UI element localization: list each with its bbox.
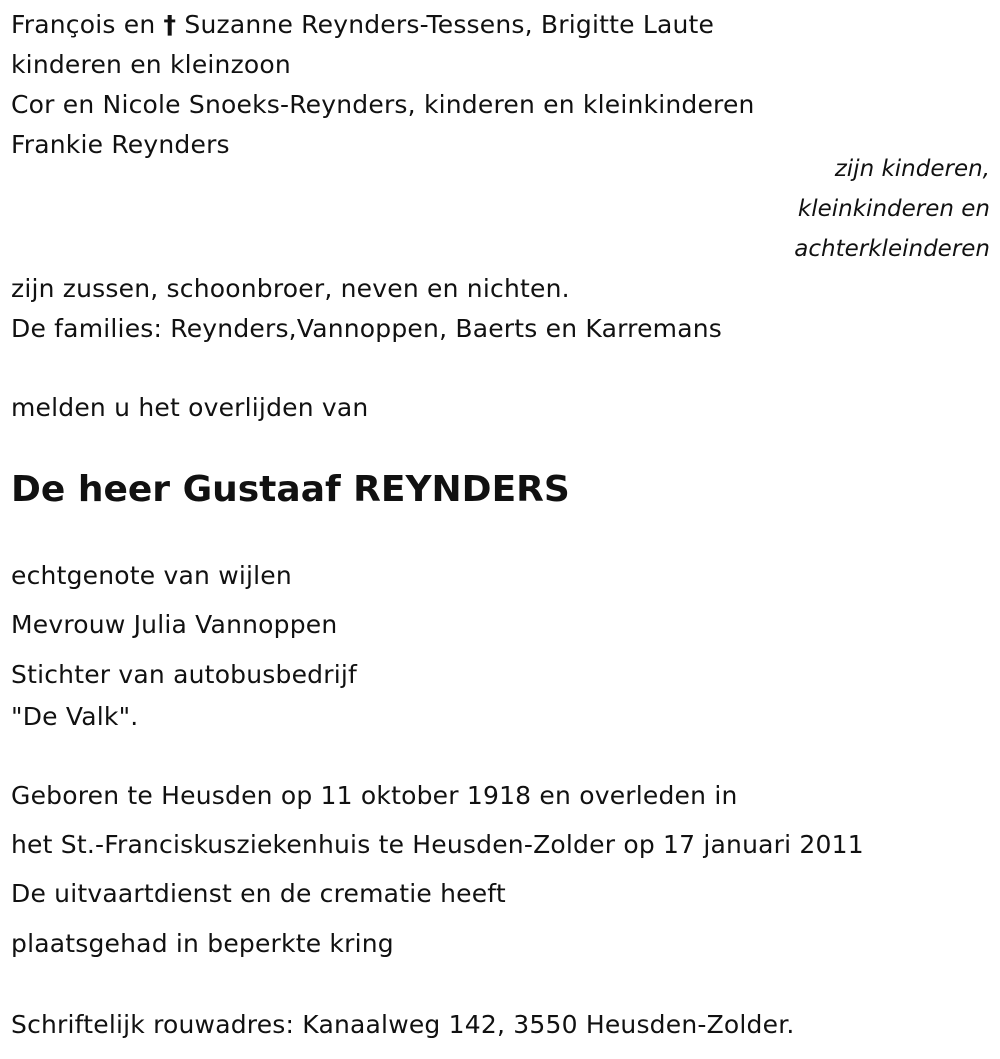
family-line-4: Frankie Reynders bbox=[11, 130, 230, 159]
detail-line-4: "De Valk". bbox=[11, 702, 139, 731]
side-note-line-2: kleinkinderen en bbox=[797, 196, 990, 222]
deceased-name: De heer Gustaaf REYNDERS bbox=[11, 469, 570, 510]
side-note-line-1: zijn kinderen, bbox=[834, 156, 990, 182]
detail-line-1: echtgenote van wijlen bbox=[11, 561, 292, 590]
detail-line-2: Mevrouw Julia Vannoppen bbox=[11, 610, 338, 639]
family-line-6: De families: Reynders,Vannoppen, Baerts en Karremans bbox=[11, 314, 722, 343]
life-line-3: De uitvaartdienst en de crematie heeft bbox=[11, 879, 506, 908]
life-line-1: Geboren te Heusden op 11 oktober 1918 en overleden in bbox=[11, 781, 738, 810]
family-line-3: Cor en Nicole Snoeks-Reynders, kinderen en kleinkinderen bbox=[11, 90, 755, 119]
announcement: melden u het overlijden van bbox=[11, 393, 369, 422]
detail-line-3: Stichter van autobusbedrijf bbox=[11, 660, 358, 689]
cross-icon: † bbox=[163, 10, 177, 39]
family-line-1-end: Suzanne Reynders-Tessens, Brigitte Laute bbox=[176, 10, 715, 39]
family-line-1 bbox=[11, 10, 714, 40]
mourning-address: Schriftelijk rouwadres: Kanaalweg 142, 3550 Heusden-Zolder. bbox=[11, 1010, 795, 1039]
family-line-5: zijn zussen, schoonbroer, neven en nichten. bbox=[11, 274, 570, 303]
family-line-2: kinderen en kleinzoon bbox=[11, 50, 291, 79]
family-line-1-start: François en bbox=[11, 10, 164, 39]
life-line-4: plaatsgehad in beperkte kring bbox=[11, 929, 394, 958]
side-note-line-3: achterkleinderen bbox=[794, 236, 990, 262]
life-line-2: het St.-Franciskusziekenhuis te Heusden-Zolder op 17 januari 2011 bbox=[11, 830, 864, 859]
